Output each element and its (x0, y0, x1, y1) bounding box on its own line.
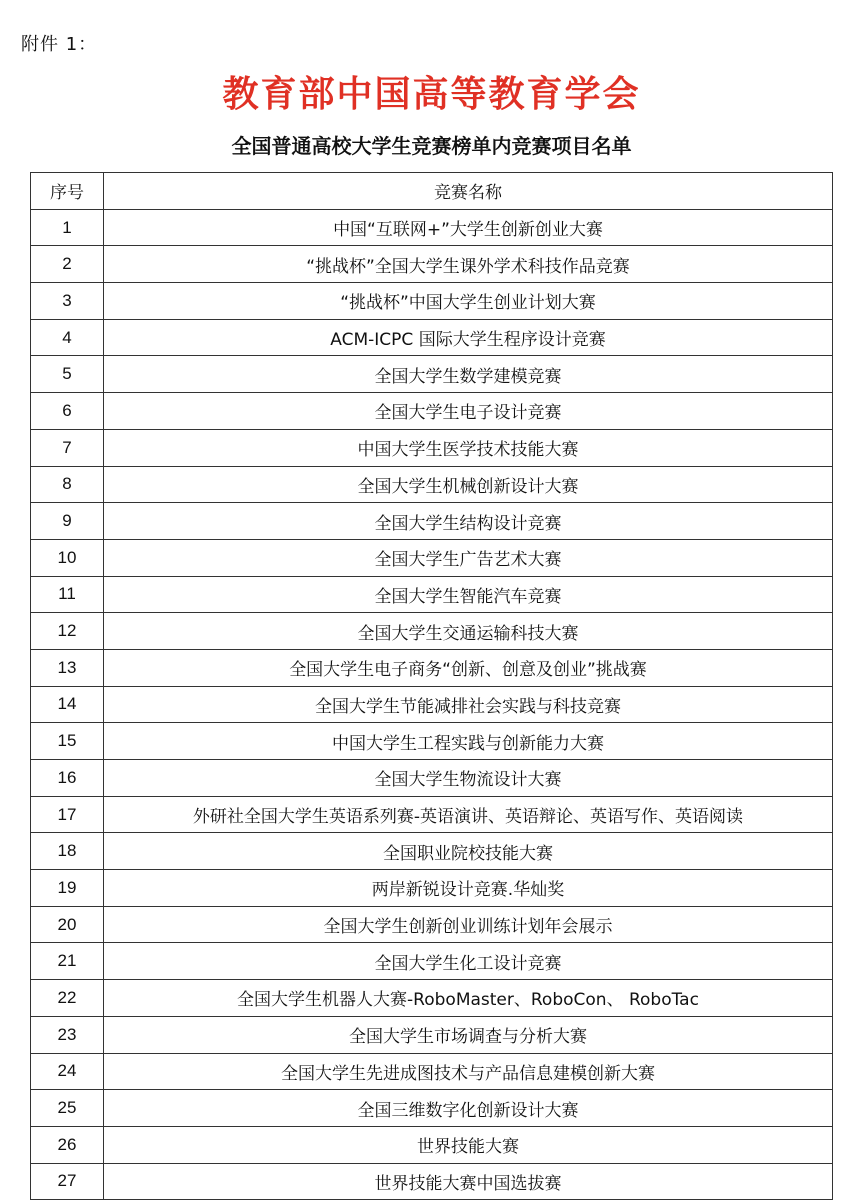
list-title: 全国普通高校大学生竞赛榜单内竞赛项目名单 (231, 134, 632, 158)
row-competition-name: 全国大学生节能减排社会实践与科技竞赛 (104, 686, 833, 723)
table-row (31, 796, 833, 833)
row-index: 2 (31, 246, 104, 283)
row-index: 23 (31, 1016, 104, 1053)
row-index: 13 (31, 649, 104, 686)
row-competition-name: ACM-ICPC 国际大学生程序设计竞赛 (104, 319, 833, 356)
table-row (31, 723, 833, 760)
table-row (31, 1016, 833, 1053)
row-index: 1 (31, 209, 104, 246)
table-body (31, 209, 833, 1200)
header-index: 序号 (31, 173, 104, 210)
row-competition-name: “挑战杯”全国大学生课外学术科技作品竞赛 (104, 246, 833, 283)
row-index: 9 (31, 503, 104, 540)
row-index: 25 (31, 1090, 104, 1127)
row-competition-name: 中国大学生医学技术技能大赛 (104, 429, 833, 466)
table-row (31, 1126, 833, 1163)
row-competition-name: 全国大学生化工设计竞赛 (104, 943, 833, 980)
row-competition-name: 全国大学生数学建模竞赛 (104, 356, 833, 393)
row-index: 3 (31, 283, 104, 320)
row-competition-name: 全国大学生结构设计竞赛 (104, 503, 833, 540)
competition-table (30, 172, 833, 1200)
header-competition-name: 竞赛名称 (104, 173, 833, 210)
row-competition-name: 全国职业院校技能大赛 (104, 833, 833, 870)
table-row (31, 539, 833, 576)
table-row (31, 503, 833, 540)
table-row (31, 1090, 833, 1127)
table-row (31, 906, 833, 943)
row-index: 10 (31, 539, 104, 576)
table-row (31, 980, 833, 1017)
row-index: 15 (31, 723, 104, 760)
row-competition-name: 中国“互联网+”大学生创新创业大赛 (104, 209, 833, 246)
table-row (31, 209, 833, 246)
table-row (31, 1163, 833, 1200)
table-row (31, 356, 833, 393)
row-competition-name: 两岸新锐设计竞赛.华灿奖 (104, 870, 833, 907)
row-index: 6 (31, 393, 104, 430)
table-row (31, 466, 833, 503)
row-index: 24 (31, 1053, 104, 1090)
table-header-row (31, 173, 833, 210)
row-index: 4 (31, 319, 104, 356)
attachment-label: 附件 1： (21, 34, 98, 55)
row-index: 8 (31, 466, 104, 503)
row-competition-name: 全国大学生机器人大赛-RoboMaster、RoboCon、 RoboTac (104, 980, 833, 1017)
table-row (31, 1053, 833, 1090)
row-index: 12 (31, 613, 104, 650)
table-row (31, 649, 833, 686)
table-row (31, 393, 833, 430)
row-competition-name: 全国大学生广告艺术大赛 (104, 539, 833, 576)
row-competition-name: 全国大学生市场调查与分析大赛 (104, 1016, 833, 1053)
row-competition-name: 世界技能大赛 (104, 1126, 833, 1163)
row-competition-name: 全国大学生电子商务“创新、创意及创业”挑战赛 (104, 649, 833, 686)
row-index: 14 (31, 686, 104, 723)
row-competition-name: 全国大学生先进成图技术与产品信息建模创新大赛 (104, 1053, 833, 1090)
row-competition-name: “挑战杯”中国大学生创业计划大赛 (104, 283, 833, 320)
organization-title: 教育部中国高等教育学会 (222, 74, 641, 115)
row-index: 16 (31, 760, 104, 797)
row-index: 11 (31, 576, 104, 613)
row-competition-name: 全国大学生创新创业训练计划年会展示 (104, 906, 833, 943)
row-competition-name: 全国大学生电子设计竞赛 (104, 393, 833, 430)
table-row (31, 319, 833, 356)
table-row (31, 943, 833, 980)
row-index: 22 (31, 980, 104, 1017)
table-row (31, 833, 833, 870)
row-competition-name: 全国大学生机械创新设计大赛 (104, 466, 833, 503)
table-row (31, 686, 833, 723)
row-competition-name: 全国大学生交通运输科技大赛 (104, 613, 833, 650)
row-index: 17 (31, 796, 104, 833)
row-competition-name: 世界技能大赛中国选拔赛 (104, 1163, 833, 1200)
row-competition-name: 全国大学生物流设计大赛 (104, 760, 833, 797)
row-index: 21 (31, 943, 104, 980)
table-row (31, 283, 833, 320)
row-competition-name: 外研社全国大学生英语系列赛-英语演讲、英语辩论、英语写作、英语阅读 (104, 796, 833, 833)
row-index: 18 (31, 833, 104, 870)
row-index: 7 (31, 429, 104, 466)
row-competition-name: 中国大学生工程实践与创新能力大赛 (104, 723, 833, 760)
table-row (31, 576, 833, 613)
table-row (31, 760, 833, 797)
row-competition-name: 全国大学生智能汽车竞赛 (104, 576, 833, 613)
table-row (31, 870, 833, 907)
row-index: 26 (31, 1126, 104, 1163)
table-row (31, 429, 833, 466)
row-competition-name: 全国三维数字化创新设计大赛 (104, 1090, 833, 1127)
table-row (31, 613, 833, 650)
table-row (31, 246, 833, 283)
row-index: 27 (31, 1163, 104, 1200)
row-index: 19 (31, 870, 104, 907)
row-index: 20 (31, 906, 104, 943)
row-index: 5 (31, 356, 104, 393)
